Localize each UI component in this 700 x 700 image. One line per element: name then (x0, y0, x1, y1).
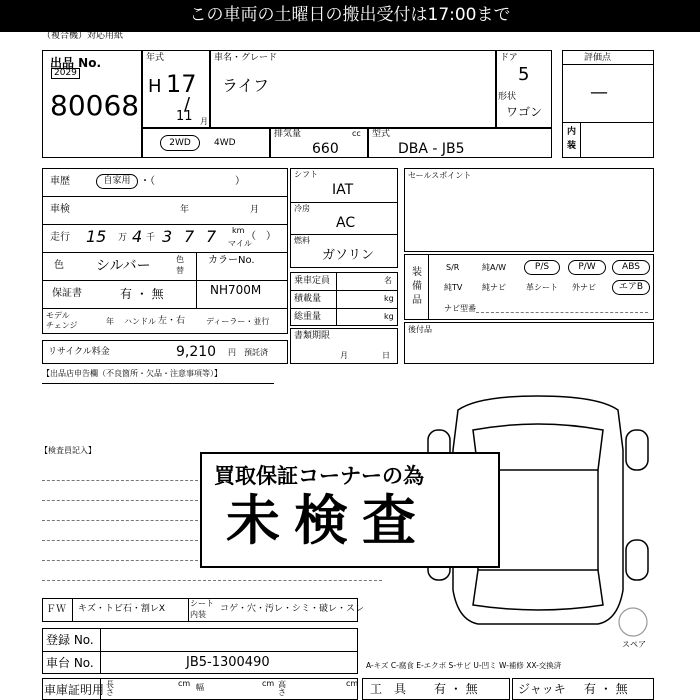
history-label: 車歴 (50, 176, 70, 187)
cert-width: 幅 (196, 683, 204, 692)
handle-label: ハンドル (124, 317, 156, 326)
model-label: 型式 (372, 129, 391, 139)
equip-aw: 純A/W (482, 263, 507, 272)
history-value: 自家用 (96, 174, 138, 189)
load-label: 積載量 (294, 294, 322, 304)
equipment-label: 装備品 (412, 267, 422, 306)
color-value: シルバー (96, 258, 151, 274)
recycle-label: リサイクル料金 (48, 347, 110, 357)
fuel-label: 燃料 (294, 236, 310, 245)
model-change-label-2: チェンジ (46, 321, 78, 330)
year-value: 17 (166, 70, 197, 98)
capacity-label: 乗車定員 (294, 276, 331, 286)
fuel-value: ガソリン (322, 248, 375, 263)
spare-label: スペア (622, 640, 646, 649)
doors-label: ドア (500, 53, 518, 63)
shift-label: シフト (294, 170, 318, 179)
seat-value: コゲ・穴・汚レ・シミ・破レ・スレ (220, 604, 365, 614)
certificate-label: 車庫証明用 (44, 683, 105, 697)
warranty-value: 有 ・ 無 (120, 287, 164, 301)
equip-tv: 純TV (444, 283, 463, 292)
dealer-options: ディーラー・並行 (206, 317, 270, 326)
year-month: 11 (176, 109, 193, 124)
jack-value: 有 ・ 無 (584, 682, 628, 696)
mileage-mile: マイル (228, 239, 252, 248)
grade-label: 評価点 (584, 53, 612, 63)
docs-day: 日 (382, 351, 390, 360)
year-slash: / (184, 94, 191, 115)
year-era: H (148, 76, 162, 97)
recycle-unit: 円 (228, 348, 236, 357)
docs-month: 月 (340, 351, 348, 360)
docs-label: 書類期限 (294, 331, 331, 341)
history-rest: ・（ ） (140, 176, 245, 187)
capacity-unit: 名 (384, 276, 392, 285)
form-note: （複合機）対応用紙 (42, 31, 124, 41)
mileage-v5: 7 (206, 227, 217, 246)
seat-label-1: シート (190, 599, 214, 608)
equip-sr: S/R (446, 263, 460, 272)
tools-value: 有 ・ 無 (434, 682, 478, 696)
chassis-value: JB5-1300490 (186, 655, 270, 670)
repaint-label-1: 色 (176, 255, 184, 264)
cert-cm-1: cm (178, 679, 191, 688)
shape-value: ワゴン (506, 105, 543, 119)
year-month-unit: 月 (200, 117, 208, 126)
fw-label: ＦＷ (46, 604, 66, 615)
retrofit-box (404, 322, 654, 364)
inspection-month: 月 (250, 205, 260, 215)
aircon-value: AC (336, 215, 356, 231)
name-label: 車名・グレード (214, 53, 278, 63)
spare-tire-icon (619, 608, 647, 636)
recycle-value: 9,210 (176, 344, 217, 360)
mileage-u1: 万 (118, 233, 128, 243)
jack-label: ジャッキ (518, 682, 566, 696)
recycle-note: 預託済 (244, 348, 268, 357)
inspection-label: 車検 (50, 204, 70, 215)
equip-airbag: エアB (612, 280, 650, 295)
year-label: 年式 (146, 53, 165, 63)
equip-ext-navi: 外ナビ (572, 283, 596, 292)
equip-navi: 純ナビ (482, 283, 506, 292)
sales-box (404, 168, 654, 252)
cert-cm-2: cm (262, 679, 275, 688)
repaint-label-2: 替 (176, 266, 184, 275)
color-label: 色 (54, 260, 64, 271)
drive-2wd: 2WD (160, 135, 200, 151)
lot-label: 出品 No. (50, 56, 102, 70)
interior-label-1: 内 (567, 127, 577, 137)
seller-notes-label: 【出品店申告欄（不良箇所・欠品・注意事項等）】 (42, 369, 222, 378)
displacement-label: 排気量 (274, 129, 302, 139)
mileage-label: 走行 (50, 232, 70, 243)
displacement-value: 660 (312, 141, 339, 157)
mileage-v1: 15 (86, 227, 107, 246)
model-change-year: 年 (106, 317, 114, 326)
handle-options: 左・右 (158, 316, 186, 326)
damage-legend: A-キズ C-腐食 E-エクボ S-サビ U-凹ミ W-補修 XX-交換済 (366, 661, 562, 670)
lot-year-tag: 2029 (51, 68, 80, 79)
stamp-line-1: 買取保証コーナーの為 (214, 464, 424, 488)
drive-4wd: 4WD (214, 138, 236, 148)
inspection-year: 年 (180, 205, 190, 215)
mileage-u2: 千 (146, 233, 156, 243)
mileage-v4: 7 (184, 227, 195, 246)
model-change-label-1: モデル (46, 311, 70, 320)
mileage-km: km (232, 226, 245, 235)
color-code-value: NH700M (210, 283, 262, 297)
mileage-v3: 3 (162, 227, 173, 246)
aircon-label: 冷房 (294, 204, 310, 213)
displacement-unit: cc (352, 129, 361, 138)
stamp-line-2: 未検査 (226, 489, 430, 552)
interior-label-2: 装 (567, 141, 577, 151)
registration-label: 登録 No. (46, 633, 94, 647)
cert-length: 長さ (106, 680, 114, 697)
weight-label: 総重量 (294, 312, 322, 322)
retrofit-label: 後付品 (408, 325, 432, 334)
equip-leather: 革シート (526, 283, 558, 292)
navi-model-label: ナビ型番 (444, 304, 476, 313)
grade-value: — (590, 82, 608, 103)
color-code-label: カラーNo. (208, 255, 255, 266)
banner-text: この車両の土曜日の搬出受付は17:00まで (189, 5, 511, 25)
chassis-label: 車台 No. (46, 656, 94, 670)
inspector-notes-label: 【検査員記入】 (40, 446, 96, 455)
equip-pw: P/W (568, 260, 606, 275)
name-value: ライフ (222, 76, 270, 95)
sales-label: セールスポイント (408, 171, 472, 180)
fw-value: キズ・トビ石・割レX (78, 604, 165, 614)
shift-value: IAT (332, 182, 354, 198)
details-box (42, 168, 288, 334)
seat-label-2: 内装 (190, 610, 206, 619)
equip-abs: ABS (612, 260, 650, 275)
model-value: DBA - JB5 (398, 141, 465, 157)
lot-number: 80068 (50, 89, 140, 122)
warranty-label: 保証書 (52, 288, 82, 299)
load-unit: kg (384, 294, 394, 303)
mileage-v2: 4 (132, 227, 143, 246)
doors-value: 5 (518, 64, 530, 85)
cert-height: 高さ (278, 680, 286, 697)
tools-label: 工 具 (370, 682, 407, 696)
shape-label: 形状 (498, 92, 517, 102)
weight-unit: kg (384, 312, 394, 321)
equip-ps: P/S (524, 260, 560, 275)
cert-cm-3: cm (346, 679, 359, 688)
mileage-paren: （ ） (246, 231, 276, 242)
